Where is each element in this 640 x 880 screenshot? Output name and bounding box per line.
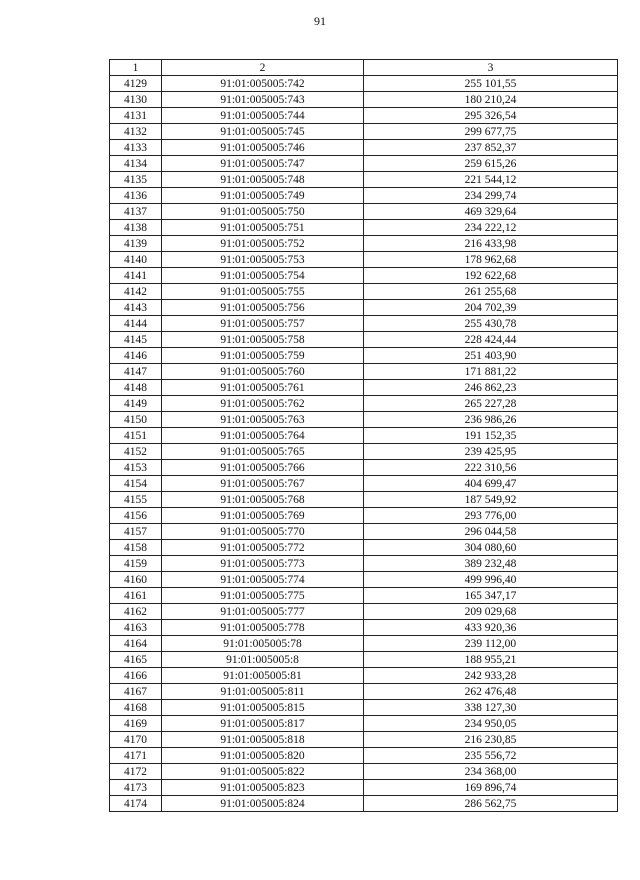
row-number-cell: 4150 — [110, 412, 162, 428]
value-cell: 299 677,75 — [364, 124, 618, 140]
table-row — [110, 556, 618, 572]
row-number-cell: 4133 — [110, 140, 162, 156]
value-cell: 237 852,37 — [364, 140, 618, 156]
table-row — [110, 524, 618, 540]
row-number-cell: 4129 — [110, 76, 162, 92]
row-number-cell: 4162 — [110, 604, 162, 620]
table-row — [110, 348, 618, 364]
cadastral-number-cell: 91:01:005005:772 — [162, 540, 364, 556]
cadastral-number-cell: 91:01:005005:749 — [162, 188, 364, 204]
row-number-cell: 4131 — [110, 108, 162, 124]
value-cell: 234 222,12 — [364, 220, 618, 236]
row-number-cell: 4152 — [110, 444, 162, 460]
value-cell: 169 896,74 — [364, 780, 618, 796]
table-row — [110, 508, 618, 524]
value-cell: 251 403,90 — [364, 348, 618, 364]
value-cell: 234 368,00 — [364, 764, 618, 780]
row-number-cell: 4153 — [110, 460, 162, 476]
table-row — [110, 604, 618, 620]
row-number-cell: 4140 — [110, 252, 162, 268]
table-row — [110, 444, 618, 460]
value-cell: 221 544,12 — [364, 172, 618, 188]
table-row — [110, 140, 618, 156]
row-number-cell: 4151 — [110, 428, 162, 444]
cadastral-number-cell: 91:01:005005:765 — [162, 444, 364, 460]
cadastral-number-cell: 91:01:005005:748 — [162, 172, 364, 188]
cadastral-number-cell: 91:01:005005:745 — [162, 124, 364, 140]
row-number-cell: 4161 — [110, 588, 162, 604]
value-cell: 295 326,54 — [364, 108, 618, 124]
cadastral-number-cell: 91:01:005005:8 — [162, 652, 364, 668]
table-row — [110, 540, 618, 556]
table-row — [110, 396, 618, 412]
table-row — [110, 268, 618, 284]
row-number-cell: 4145 — [110, 332, 162, 348]
row-number-cell: 4158 — [110, 540, 162, 556]
row-number-cell: 4144 — [110, 316, 162, 332]
cadastral-number-cell: 91:01:005005:78 — [162, 636, 364, 652]
cadastral-number-cell: 91:01:005005:742 — [162, 76, 364, 92]
value-cell: 259 615,26 — [364, 156, 618, 172]
table-row — [110, 380, 618, 396]
table-row — [110, 428, 618, 444]
value-cell: 338 127,30 — [364, 700, 618, 716]
row-number-cell: 4174 — [110, 796, 162, 812]
table-row — [110, 748, 618, 764]
row-number-cell: 4143 — [110, 300, 162, 316]
row-number-cell: 4157 — [110, 524, 162, 540]
cadastral-number-cell: 91:01:005005:760 — [162, 364, 364, 380]
cadastral-number-cell: 91:01:005005:756 — [162, 300, 364, 316]
table-body — [110, 76, 618, 812]
cadastral-number-cell: 91:01:005005:778 — [162, 620, 364, 636]
value-cell: 165 347,17 — [364, 588, 618, 604]
value-cell: 265 227,28 — [364, 396, 618, 412]
table-row — [110, 332, 618, 348]
value-cell: 433 920,36 — [364, 620, 618, 636]
row-number-cell: 4168 — [110, 700, 162, 716]
cadastral-number-cell: 91:01:005005:81 — [162, 668, 364, 684]
row-number-cell: 4170 — [110, 732, 162, 748]
cadastral-number-cell: 91:01:005005:768 — [162, 492, 364, 508]
table-row — [110, 652, 618, 668]
cadastral-number-cell: 91:01:005005:764 — [162, 428, 364, 444]
row-number-cell: 4136 — [110, 188, 162, 204]
value-cell: 262 476,48 — [364, 684, 618, 700]
table-row — [110, 236, 618, 252]
cadastral-number-cell: 91:01:005005:766 — [162, 460, 364, 476]
table-row — [110, 700, 618, 716]
row-number-cell: 4173 — [110, 780, 162, 796]
cadastral-number-cell: 91:01:005005:777 — [162, 604, 364, 620]
row-number-cell: 4137 — [110, 204, 162, 220]
table-row — [110, 284, 618, 300]
cadastral-number-cell: 91:01:005005:824 — [162, 796, 364, 812]
cadastral-number-cell: 91:01:005005:773 — [162, 556, 364, 572]
table-row — [110, 796, 618, 812]
column-header-2: 2 — [162, 60, 364, 76]
column-header-3: 3 — [364, 60, 618, 76]
value-cell: 389 232,48 — [364, 556, 618, 572]
value-cell: 178 962,68 — [364, 252, 618, 268]
cadastral-number-cell: 91:01:005005:767 — [162, 476, 364, 492]
value-cell: 235 556,72 — [364, 748, 618, 764]
row-number-cell: 4160 — [110, 572, 162, 588]
table-row — [110, 716, 618, 732]
table-header — [110, 60, 618, 76]
row-number-cell: 4164 — [110, 636, 162, 652]
table-row — [110, 412, 618, 428]
table-row — [110, 684, 618, 700]
table-row — [110, 588, 618, 604]
table-row — [110, 156, 618, 172]
row-number-cell: 4159 — [110, 556, 162, 572]
cadastral-number-cell: 91:01:005005:744 — [162, 108, 364, 124]
value-cell: 209 029,68 — [364, 604, 618, 620]
value-cell: 216 433,98 — [364, 236, 618, 252]
value-cell: 191 152,35 — [364, 428, 618, 444]
table-row — [110, 732, 618, 748]
row-number-cell: 4169 — [110, 716, 162, 732]
row-number-cell: 4134 — [110, 156, 162, 172]
cadastral-number-cell: 91:01:005005:818 — [162, 732, 364, 748]
row-number-cell: 4172 — [110, 764, 162, 780]
value-cell: 293 776,00 — [364, 508, 618, 524]
cadastral-number-cell: 91:01:005005:755 — [162, 284, 364, 300]
table-row — [110, 300, 618, 316]
cadastral-number-cell: 91:01:005005:743 — [162, 92, 364, 108]
row-number-cell: 4156 — [110, 508, 162, 524]
table-row — [110, 572, 618, 588]
row-number-cell: 4154 — [110, 476, 162, 492]
cadastral-number-cell: 91:01:005005:822 — [162, 764, 364, 780]
row-number-cell: 4130 — [110, 92, 162, 108]
cadastral-number-cell: 91:01:005005:750 — [162, 204, 364, 220]
cadastral-number-cell: 91:01:005005:763 — [162, 412, 364, 428]
table-row — [110, 620, 618, 636]
row-number-cell: 4149 — [110, 396, 162, 412]
cadastral-number-cell: 91:01:005005:747 — [162, 156, 364, 172]
cadastral-number-cell: 91:01:005005:811 — [162, 684, 364, 700]
table-row — [110, 252, 618, 268]
cadastral-number-cell: 91:01:005005:752 — [162, 236, 364, 252]
value-cell: 228 424,44 — [364, 332, 618, 348]
cadastral-number-cell: 91:01:005005:820 — [162, 748, 364, 764]
table-row — [110, 492, 618, 508]
column-header-1: 1 — [110, 60, 162, 76]
page-number: 91 — [314, 14, 326, 28]
cadastral-number-cell: 91:01:005005:758 — [162, 332, 364, 348]
cadastral-number-cell: 91:01:005005:775 — [162, 588, 364, 604]
table-row — [110, 92, 618, 108]
table-row — [110, 764, 618, 780]
cadastral-number-cell: 91:01:005005:762 — [162, 396, 364, 412]
row-number-cell: 4146 — [110, 348, 162, 364]
value-cell: 239 112,00 — [364, 636, 618, 652]
header-row — [110, 60, 618, 76]
table-row — [110, 188, 618, 204]
value-cell: 261 255,68 — [364, 284, 618, 300]
value-cell: 192 622,68 — [364, 268, 618, 284]
row-number-cell: 4147 — [110, 364, 162, 380]
value-cell: 242 933,28 — [364, 668, 618, 684]
row-number-cell: 4166 — [110, 668, 162, 684]
row-number-cell: 4165 — [110, 652, 162, 668]
row-number-cell: 4135 — [110, 172, 162, 188]
cadastral-number-cell: 91:01:005005:769 — [162, 508, 364, 524]
row-number-cell: 4132 — [110, 124, 162, 140]
table-row — [110, 76, 618, 92]
cadastral-number-cell: 91:01:005005:770 — [162, 524, 364, 540]
table-row — [110, 364, 618, 380]
value-cell: 180 210,24 — [364, 92, 618, 108]
row-number-cell: 4138 — [110, 220, 162, 236]
value-cell: 222 310,56 — [364, 460, 618, 476]
value-cell: 234 950,05 — [364, 716, 618, 732]
value-cell: 296 044,58 — [364, 524, 618, 540]
row-number-cell: 4148 — [110, 380, 162, 396]
value-cell: 234 299,74 — [364, 188, 618, 204]
table-row — [110, 636, 618, 652]
row-number-cell: 4171 — [110, 748, 162, 764]
cadastral-number-cell: 91:01:005005:823 — [162, 780, 364, 796]
table-row — [110, 316, 618, 332]
table-row — [110, 460, 618, 476]
table-row — [110, 780, 618, 796]
row-number-cell: 4155 — [110, 492, 162, 508]
table-row — [110, 172, 618, 188]
value-cell: 236 986,26 — [364, 412, 618, 428]
row-number-cell: 4139 — [110, 236, 162, 252]
cadastral-number-cell: 91:01:005005:817 — [162, 716, 364, 732]
cadastral-number-cell: 91:01:005005:759 — [162, 348, 364, 364]
row-number-cell: 4141 — [110, 268, 162, 284]
table-row — [110, 220, 618, 236]
value-cell: 188 955,21 — [364, 652, 618, 668]
value-cell: 304 080,60 — [364, 540, 618, 556]
value-cell: 239 425,95 — [364, 444, 618, 460]
table-row — [110, 124, 618, 140]
cadastral-number-cell: 91:01:005005:754 — [162, 268, 364, 284]
cadastral-number-cell: 91:01:005005:746 — [162, 140, 364, 156]
cadastral-number-cell: 91:01:005005:815 — [162, 700, 364, 716]
value-cell: 255 430,78 — [364, 316, 618, 332]
value-cell: 246 862,23 — [364, 380, 618, 396]
row-number-cell: 4142 — [110, 284, 162, 300]
cadastral-number-cell: 91:01:005005:761 — [162, 380, 364, 396]
cadastral-number-cell: 91:01:005005:757 — [162, 316, 364, 332]
cadastral-number-cell: 91:01:005005:774 — [162, 572, 364, 588]
row-number-cell: 4167 — [110, 684, 162, 700]
parcel-table — [109, 59, 618, 812]
value-cell: 204 702,39 — [364, 300, 618, 316]
value-cell: 499 996,40 — [364, 572, 618, 588]
row-number-cell: 4163 — [110, 620, 162, 636]
table-row — [110, 668, 618, 684]
value-cell: 404 699,47 — [364, 476, 618, 492]
value-cell: 216 230,85 — [364, 732, 618, 748]
value-cell: 286 562,75 — [364, 796, 618, 812]
value-cell: 187 549,92 — [364, 492, 618, 508]
table-row — [110, 108, 618, 124]
table-row — [110, 476, 618, 492]
cadastral-number-cell: 91:01:005005:753 — [162, 252, 364, 268]
value-cell: 469 329,64 — [364, 204, 618, 220]
value-cell: 255 101,55 — [364, 76, 618, 92]
value-cell: 171 881,22 — [364, 364, 618, 380]
cadastral-number-cell: 91:01:005005:751 — [162, 220, 364, 236]
table-row — [110, 204, 618, 220]
